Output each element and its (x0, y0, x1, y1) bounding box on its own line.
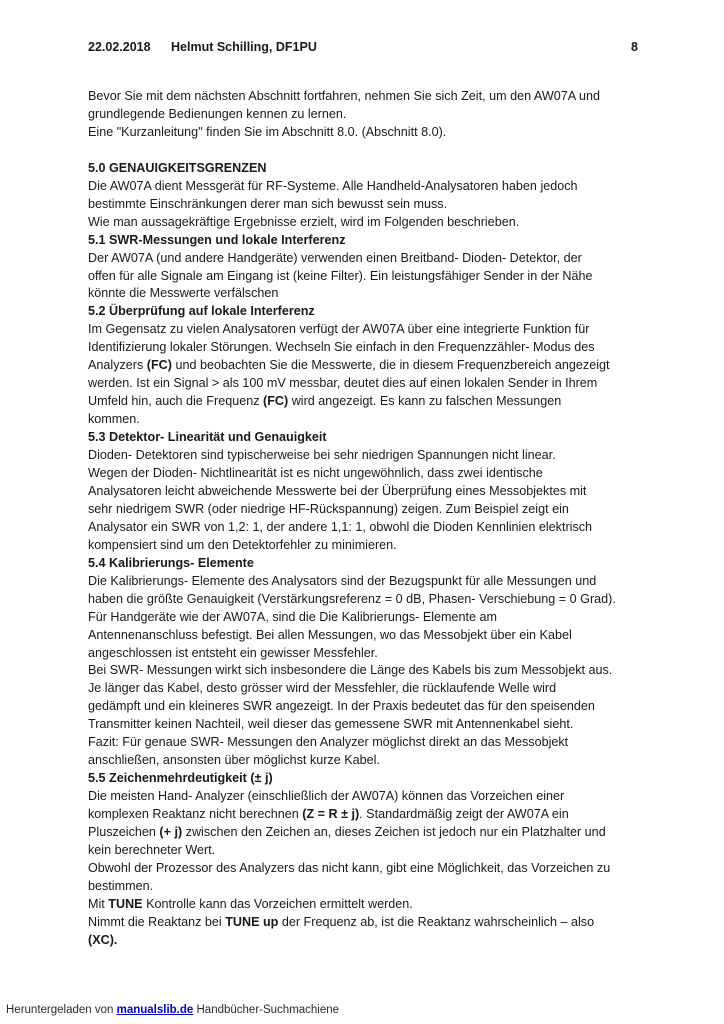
text-segment: Je länger das Kabel, desto grösser wird der Messfehler, die rücklaufende Welle wird (88, 681, 557, 696)
section-heading (88, 555, 648, 573)
text-segment: zwischen den Zeichen an, dieses Zeichen ist jedoch nur ein Platzhalter und (182, 825, 606, 840)
text-segment: Die AW07A dient Messgerät für RF-Systeme. Alle Handheld-Analysatoren haben jedoch (88, 178, 578, 193)
text-line (88, 483, 648, 501)
text-segment: und beobachten Sie die Messwerte, die in diesem Frequenzbereich angezeigt (171, 358, 610, 373)
bold-segment: (Z = R ± j) (302, 807, 360, 822)
text-segment: Dioden- Detektoren sind typischerweise bei sehr niedrigen Spannungen nicht linear. (88, 448, 556, 463)
text-segment: bestimmte Einschränkungen derer man sich bewusst sein muss. (88, 196, 448, 211)
text-line (88, 609, 648, 627)
text-segment: Bevor Sie mit dem nächsten Abschnitt fortfahren, nehmen Sie sich Zeit, um den AW07A und (88, 89, 600, 103)
document-body (88, 88, 648, 950)
text-line (88, 734, 648, 752)
text-segment: kompensiert sind um den Detektorfehler zu minimieren. (88, 537, 397, 552)
section-heading (88, 770, 648, 788)
text-line (88, 806, 648, 824)
text-segment: werden. Ist ein Signal > als 100 mV messbar, deutet dies auf einen lokalen Sender in Ihrem (88, 376, 598, 391)
text-segment: 5.2 Überprüfung auf lokale Interferenz (88, 304, 315, 319)
text-segment: Transmitter keinen Nachteil, weil dieser das gemessene SWR mit Antennenkabel sieht. (88, 717, 574, 732)
text-segment: 5.5 Zeichenmehrdeutigkeit (± j) (88, 771, 273, 786)
text-line (88, 662, 648, 680)
text-line (88, 896, 648, 914)
text-line (88, 752, 648, 770)
text-line (88, 824, 648, 842)
header-date: 22.02.2018 (88, 40, 151, 54)
text-line (88, 393, 648, 411)
text-segment: Analysator ein SWR von 1,2: 1, der andere 1,1: 1, obwohl die Dioden Kennlinien elektrisch (88, 519, 593, 534)
text-segment: Wegen der Dioden- Nichtlinearität ist es nicht ungewöhnlich, dass zwei identische (88, 466, 543, 480)
text-line (88, 214, 648, 232)
text-segment: angeschlossen ist entsteht ein gewisser Messfehler. (88, 645, 378, 660)
text-line (88, 519, 648, 537)
text-line (88, 680, 648, 698)
text-line (88, 573, 648, 591)
text-segment: gedämpft und ein kleineres SWR angezeigt. In der Praxis bedeutet das für den speisenden (88, 699, 595, 714)
text-line (88, 698, 648, 716)
text-line (88, 465, 648, 483)
text-segment: . Standardmäßig zeigt der AW07A ein (359, 807, 569, 822)
text-line (88, 716, 648, 734)
text-segment: könnte die Messwerte verfälschen (88, 286, 279, 301)
text-line (88, 842, 648, 860)
text-line (88, 627, 648, 645)
footer-suffix: Handbücher-Suchmachiene (193, 1004, 340, 1016)
text-segment: bestimmen. (88, 878, 154, 893)
text-line (88, 878, 648, 896)
text-segment: Die meisten Hand- Analyzer (einschließlich der AW07A) können das Vorzeichen einer (88, 789, 565, 804)
text-segment: haben die größte Genauigkeit (Verstärkungsreferenz = 0 dB, Phasen- Verschiebung = 0 Grad). (88, 591, 616, 606)
section-heading (88, 160, 648, 178)
manualslib-link[interactable]: manualslib.de (116, 1004, 194, 1016)
footer-prefix: Heruntergeladen von (6, 1004, 117, 1016)
text-segment: der Frequenz ab, ist die Reaktanz wahrscheinlich – also (278, 914, 595, 929)
text-segment: kein berechneter Wert. (88, 843, 216, 858)
text-segment: Nimmt die Reaktanz bei (88, 914, 226, 929)
text-segment: Umfeld hin, auch die Frequenz (88, 394, 264, 409)
text-segment: sehr niedrigem SWR (oder niedrige HF-Rückspannung) zeigen. Zum Beispiel zeigt ein (88, 501, 569, 516)
text-line (88, 321, 648, 339)
header-author: Helmut Schilling, DF1PU (171, 40, 317, 54)
text-line (88, 339, 648, 357)
text-line (88, 285, 648, 303)
text-segment: offen für alle Signale am Eingang ist (keine Filter). Ein leistungsfähiger Sender in der Nähe (88, 268, 593, 283)
download-footer (6, 1004, 339, 1016)
text-line (88, 124, 648, 142)
section-heading (88, 303, 648, 321)
text-segment: Für Handgeräte wie der AW07A, sind die Die Kalibrierungs- Elemente am (88, 609, 498, 624)
bold-segment: (FC) (263, 394, 289, 409)
text-line (88, 645, 648, 663)
text-segment: Analysatoren leicht abweichende Messwerte bei der Überprüfung eines Messobjektes mit (88, 483, 587, 498)
page-header (88, 40, 638, 62)
bold-segment: (XC). (88, 932, 118, 947)
section-heading (88, 232, 648, 250)
text-segment: Obwohl der Prozessor des Analyzers das nicht kann, gibt eine Möglichkeit, das Vorzeichen zu (88, 860, 611, 875)
text-line (88, 178, 648, 196)
text-segment: Kontrolle kann das Vorzeichen ermittelt werden. (142, 896, 413, 911)
text-segment: Der AW07A (und andere Handgeräte) verwenden einen Breitband- Dioden- Detektor, der (88, 250, 582, 265)
text-segment: grundlegende Bedienungen kennen zu lernen. (88, 106, 347, 121)
text-segment: kommen. (88, 412, 140, 427)
text-segment: Im Gegensatz zu vielen Analysatoren verfügt der AW07A über eine integrierte Funktion für (88, 322, 590, 337)
bold-segment: TUNE up (225, 914, 279, 929)
text-line (88, 196, 648, 214)
text-segment: 5.4 Kalibrierungs- Elemente (88, 555, 254, 570)
text-line (88, 932, 648, 950)
text-line (88, 860, 648, 878)
text-segment: Mit (88, 896, 109, 911)
text-line (88, 375, 648, 393)
bold-segment: (FC) (146, 358, 172, 373)
text-segment: 5.0 GENAUIGKEITSGRENZEN (88, 160, 267, 175)
text-segment: Fazit: Für genaue SWR- Messungen den Analyzer möglichst direkt an das Messobjekt (88, 735, 569, 750)
text-segment: Pluszeichen (88, 825, 160, 840)
text-line (88, 88, 648, 106)
text-segment: 5.1 SWR-Messungen und lokale Interferenz (88, 232, 346, 247)
text-segment: komplexen Reaktanz nicht berechnen (88, 807, 303, 822)
bold-segment: (+ j) (159, 825, 183, 840)
section-heading (88, 429, 648, 447)
text-segment: Eine "Kurzanleitung" finden Sie im Abschnitt 8.0. (Abschnitt 8.0). (88, 124, 447, 139)
text-segment: Identifizierung lokaler Störungen. Wechseln Sie einfach in den Frequenzzähler- Modus des (88, 340, 595, 355)
text-segment: anschließen, ansonsten über möglichst kurze Kabel. (88, 753, 380, 768)
text-line (88, 591, 648, 609)
text-segment: 5.3 Detektor- Linearität und Genauigkeit (88, 430, 327, 445)
text-line (88, 357, 648, 375)
text-line (88, 268, 648, 286)
text-line (88, 788, 648, 806)
text-line (88, 447, 648, 465)
paragraph-gap (88, 142, 648, 160)
bold-segment: TUNE (108, 896, 143, 911)
text-segment: wird angezeigt. Es kann zu falschen Messungen (288, 394, 562, 409)
text-line (88, 537, 648, 555)
text-line (88, 106, 648, 124)
text-segment: Die Kalibrierungs- Elemente des Analysators sind der Bezugspunkt für alle Messungen und (88, 573, 597, 588)
text-segment: Antennenanschluss befestigt. Bei allen Messungen, wo das Messobjekt über ein Kabel (88, 627, 572, 642)
text-line (88, 250, 648, 268)
text-line (88, 914, 648, 932)
text-line (88, 501, 648, 519)
text-segment: Wie man aussagekräftige Ergebnisse erzielt, wird im Folgenden beschrieben. (88, 214, 520, 229)
text-segment: Bei SWR- Messungen wirkt sich insbesondere die Länge des Kabels bis zum Messobjekt aus. (88, 663, 613, 678)
text-segment: Analyzers (88, 358, 147, 373)
page-number: 8 (631, 40, 638, 54)
text-line (88, 411, 648, 429)
